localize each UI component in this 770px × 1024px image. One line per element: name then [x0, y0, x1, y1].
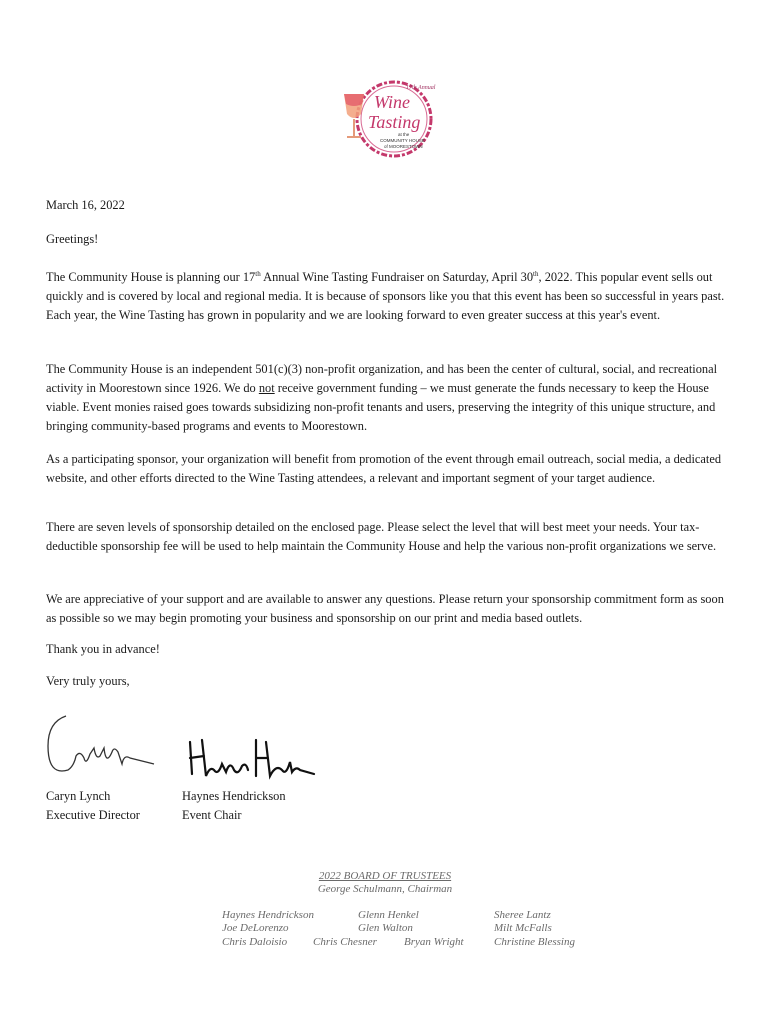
board-chairman: George Schulmann, Chairman — [317, 883, 453, 895]
wine-glass-icon — [340, 76, 436, 166]
trustee-name: Glen Walton — [358, 922, 413, 934]
signer-1-name: Caryn Lynch — [46, 789, 111, 803]
wine-tasting-logo — [340, 76, 436, 166]
letter-thanks: Thank you in advance! — [46, 642, 160, 656]
trustee-name: Christine Blessing — [494, 936, 575, 948]
logo-line2: Wine — [374, 92, 410, 112]
trustee-name: Milt McFalls — [494, 922, 552, 934]
trustee-name: Chris Daloisio — [222, 936, 288, 948]
haynes-hendrickson-signature — [186, 736, 321, 786]
signer-1-title: Executive Director — [46, 808, 140, 822]
logo-line4: at the — [398, 132, 410, 137]
paragraph-1: The Community House is planning our 17th Annual Wine Tasting Fundraiser on Saturday, April 30th, 2022. This popular event sells out quickly and is covered by local and regional media. It is because of sponsors like you that this event has been so successful in years past. Each year, the Wine Tasting has grown in popularity and we are looking forward to even greater success at this year's event. — [46, 270, 725, 323]
trustee-name: Haynes Hendrickson — [222, 909, 314, 921]
letter-closing: Very truly yours, — [46, 674, 130, 688]
signer-2-title: Event Chair — [182, 808, 242, 822]
trustee-name: Joe DeLorenzo — [222, 922, 289, 934]
trustee-name: Bryan Wright — [404, 936, 464, 948]
logo-line3: Tasting — [368, 112, 421, 132]
letter-date: March 16, 2022 — [46, 198, 125, 212]
logo-line1: 17th Annual — [406, 85, 436, 91]
trustee-name: Sheree Lantz — [494, 909, 551, 921]
caryn-lynch-signature — [44, 708, 159, 783]
paragraph-3: As a participating sponsor, your organization will benefit from promotion of the event through email outreach, social media, a dedicated website, and other efforts directed to the Wine Tasting attendees, a relevant and important segment of your target audience. — [46, 452, 722, 485]
logo-line6: of MOORESTOWN — [384, 144, 423, 149]
paragraph-4: There are seven levels of sponsorship detailed on the enclosed page. Please select the level that will best meet your needs. Your tax-deductible sponsorship fee will be used to help maintain the Community House and help the various non-profit organizations we serve. — [46, 520, 717, 553]
trustee-name: Chris Chesner — [313, 936, 377, 948]
paragraph-2: The Community House is an independent 501(c)(3) non-profit organization, and has been the center of cultural, social, and recreational activity in Moorestown since 1926. We do not receive government funding – we must generate the funds necessary to keep the House viable. Event monies raised goes towards subsidizing non-profit tenants and users, preserving the integrity of this unique structure, and bringing community-based programs and events to Moorestown. — [46, 362, 718, 433]
letter-greeting: Greetings! — [46, 232, 99, 246]
logo-line5: COMMUNITY HOUSE — [380, 138, 425, 143]
trustee-name: Glenn Henkel — [358, 909, 419, 921]
paragraph-5: We are appreciative of your support and are available to answer any questions. Please return your sponsorship commitment form as soon as possible so we may begin promoting your business and sponsorship on our print and media based outlets. — [46, 592, 724, 625]
signer-2-name: Haynes Hendrickson — [182, 789, 286, 803]
board-heading: 2022 BOARD OF TRUSTEES — [318, 870, 452, 882]
